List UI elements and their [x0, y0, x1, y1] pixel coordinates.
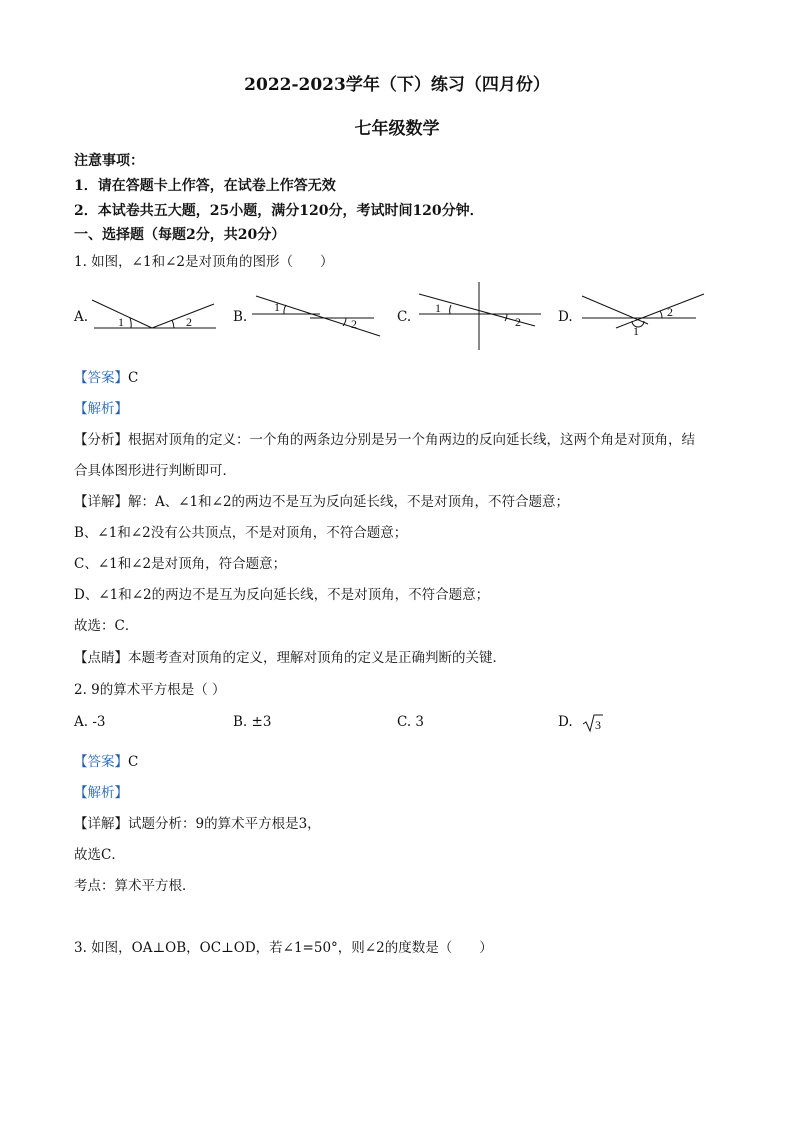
dianjing-text: 本题考查对顶角的定义，理解对顶角的定义是正确判断的关键． — [128, 650, 506, 666]
q2-detail-line — [74, 812, 321, 832]
figure-b-angle-2: 2 — [351, 317, 357, 331]
q1-option-d-label: D. — [558, 309, 573, 325]
q1-figure-d — [578, 288, 708, 340]
q2-option-d: D. — [558, 714, 573, 730]
figure-d-angle-1: 1 — [633, 324, 639, 338]
notes-heading: 注意事项： — [74, 153, 144, 169]
answer-tag: 【答案】 — [74, 370, 128, 386]
q3-stem: 3. 如图，OA⊥OB，OC⊥OD，若∠1=50°，则∠2的度数是（ ） — [74, 940, 493, 956]
q1-figure-b — [250, 290, 385, 340]
q1-figure-c — [415, 280, 550, 352]
figure-a-angle-1: 1 — [118, 315, 124, 329]
q2-option-d-radicand: 3 — [595, 718, 601, 732]
dianjing-tag: 【点睛】 — [74, 650, 128, 666]
q2-option-c: C. 3 — [397, 714, 425, 730]
q2-kaodian: 考点：算术平方根． — [74, 878, 196, 894]
q1-detail-line-4: D、∠1和∠2的两边不是互为反向延长线，不是对顶角，不符合题意； — [74, 587, 490, 603]
fenxi-tag: 【分析】 — [74, 432, 128, 448]
q1-dianjing-line — [74, 646, 506, 666]
q1-answer-line — [74, 366, 138, 386]
q1-detail-line-2: B、∠1和∠2没有公共顶点，不是对顶角，不符合题意； — [74, 525, 408, 541]
q1-figure-a — [88, 290, 218, 340]
figure-a-angle-2: 2 — [186, 315, 192, 329]
page-title: 2022-2023学年（下）练习（四月份） — [244, 75, 550, 95]
q1-detail-line-3: C、∠1和∠2是对顶角，符合题意； — [74, 556, 287, 572]
detail-tag: 【详解】 — [74, 816, 128, 832]
q1-stem: 1. 如图，∠1和∠2是对顶角的图形（ ） — [74, 254, 334, 270]
q1-fenxi-line-2: 合具体图形进行判断即可． — [74, 463, 236, 479]
fenxi-text: 根据对顶角的定义：一个角的两条边分别是另一个角两边的反向延长线，这两个角是对顶角，结 — [128, 432, 695, 448]
q2-option-b: B. ±3 — [233, 714, 272, 730]
q1-option-a-label: A. — [74, 309, 89, 325]
sqrt-sign-icon — [582, 712, 604, 734]
page-subtitle: 七年级数学 — [354, 119, 440, 139]
q1-fenxi-line-1 — [74, 428, 695, 448]
q2-answer-line — [74, 750, 138, 770]
q2-stem: 2. 9的算术平方根是（ ） — [74, 682, 226, 698]
figure-d-angle-2: 2 — [667, 305, 673, 319]
answer-tag: 【答案】 — [74, 754, 128, 770]
q2-choose: 故选C． — [74, 847, 125, 863]
q1-option-c-label: C. — [397, 309, 412, 325]
q1-analysis-tag: 【解析】 — [74, 401, 128, 417]
detail-text: 解：A、∠1和∠2的两边不是互为反向延长线，不是对顶角，不符合题意； — [128, 494, 570, 510]
notes-item-2: 2．本试卷共五大题，25小题，满分120分，考试时间120分钟． — [74, 203, 484, 219]
q2-answer: C — [128, 754, 139, 770]
section-heading: 一、选择题（每题2分，共20分） — [74, 227, 286, 243]
q1-option-b-label: B. — [233, 309, 248, 325]
q2-option-a: A. -3 — [74, 714, 106, 730]
notes-item-1: 1．请在答题卡上作答，在试卷上作答无效 — [74, 178, 336, 194]
q1-answer: C — [128, 370, 139, 386]
figure-b-angle-1: 1 — [274, 300, 280, 314]
q2-analysis-tag: 【解析】 — [74, 785, 128, 801]
figure-c-angle-2: 2 — [515, 315, 521, 329]
detail-text: 试题分析：9的算术平方根是3， — [128, 816, 321, 832]
figure-c-angle-1: 1 — [435, 301, 441, 315]
q1-detail-line-1 — [74, 490, 569, 510]
q1-detail-line-5: 故选：C． — [74, 618, 139, 634]
detail-tag: 【详解】 — [74, 494, 128, 510]
